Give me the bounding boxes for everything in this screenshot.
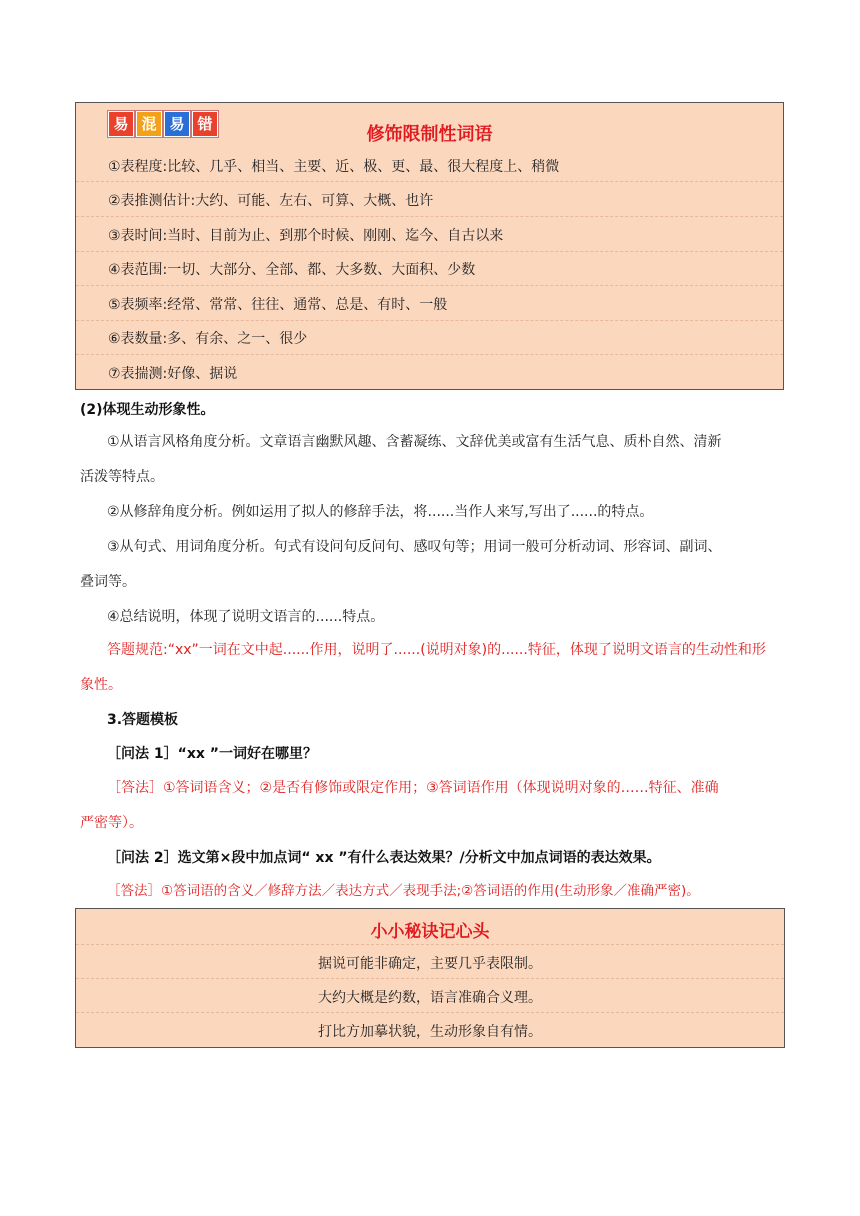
divider (76, 216, 783, 217)
question-2: ［问法 2］选文第×段中加点词“ xx ”有什么表达效果？/分析文中加点词语的表达效果。 (107, 850, 661, 866)
badge-cuo: 错 (192, 111, 218, 137)
divider (76, 978, 784, 979)
answer-2: ［答法］①答词语的含义／修辞方法／表达方式／表现手法;②答词语的作用(生动形象／准确严密)。 (107, 883, 700, 899)
question-1: ［问法 1］“xx ”一词好在哪里？ (107, 746, 317, 762)
row-degree: ①表程度:比较、几乎、相当、主要、近、极、更、最、很大程度上、稍微 (108, 159, 560, 175)
divider (76, 1012, 784, 1013)
section-heading-vivid: (2)体现生动形象性。 (80, 402, 215, 418)
row-scope: ④表范围:一切、大部分、全部、都、大多数、大面积、少数 (108, 262, 476, 278)
mnemonic-line: 据说可能非确定，主要几乎表限制。 (318, 956, 542, 972)
mnemonic-line: 大约大概是约数，语言准确合义理。 (318, 990, 542, 1006)
mnemonic-line: 打比方加摹状貌，生动形象自有情。 (318, 1024, 542, 1040)
box-title: 修饰限制性词语 (366, 124, 493, 145)
paragraph-sentence: ③从句式、用词角度分析。句式有设问句反问句、感叹句等；用词一般可分析动词、形容词、副词、 (107, 539, 722, 555)
answer-norm-cont: 象性。 (80, 677, 122, 693)
tips-box (75, 102, 784, 390)
paragraph-summary: ④总结说明，体现了说明文语言的......特点。 (107, 609, 385, 625)
row-estimate: ②表推测估计:大约、可能、左右、可算、大概、也许 (108, 193, 434, 209)
badge-yi-2: 易 (164, 111, 190, 137)
answer-1: ［答法］①答词语含义；②是否有修饰或限定作用；③答词语作用（体现说明对象的……特征、准确 (107, 780, 719, 796)
answer-norm: 答题规范:“xx”一词在文中起......作用，说明了......(说明对象)的......特征，体现了说明文语言的生动性和形 (107, 642, 766, 658)
divider (76, 944, 784, 945)
paragraph-rhetoric: ②从修辞角度分析。例如运用了拟人的修辞手法，将......当作人来写,写出了......的特点。 (107, 504, 654, 520)
badge-yi: 易 (108, 111, 134, 137)
mnemonic-box (75, 908, 785, 1048)
row-speculation: ⑦表揣测:好像、据说 (108, 366, 238, 382)
section-heading-template: 3.答题模板 (107, 712, 179, 728)
row-time: ③表时间:当时、目前为止、到那个时候、刚刚、迄今、自古以来 (108, 228, 504, 244)
divider (76, 251, 783, 252)
mnemonic-title: 小小秘诀记心头 (370, 922, 490, 942)
paragraph-style: ①从语言风格角度分析。文章语言幽默风趣、含蓄凝练、文辞优美或富有生活气息、质朴自然、清新 (107, 434, 722, 450)
row-quantity: ⑥表数量:多、有余、之一、很少 (108, 331, 308, 347)
divider (76, 320, 783, 321)
badge-hun: 混 (136, 111, 162, 137)
row-frequency: ⑤表频率:经常、常常、往往、通常、总是、有时、一般 (108, 297, 448, 313)
answer-1-cont: 严密等）。 (80, 815, 143, 831)
paragraph-style-cont: 活泼等特点。 (80, 469, 164, 485)
paragraph-sentence-cont: 叠词等。 (80, 574, 136, 590)
divider (76, 354, 783, 355)
divider (76, 285, 783, 286)
divider (76, 181, 783, 182)
